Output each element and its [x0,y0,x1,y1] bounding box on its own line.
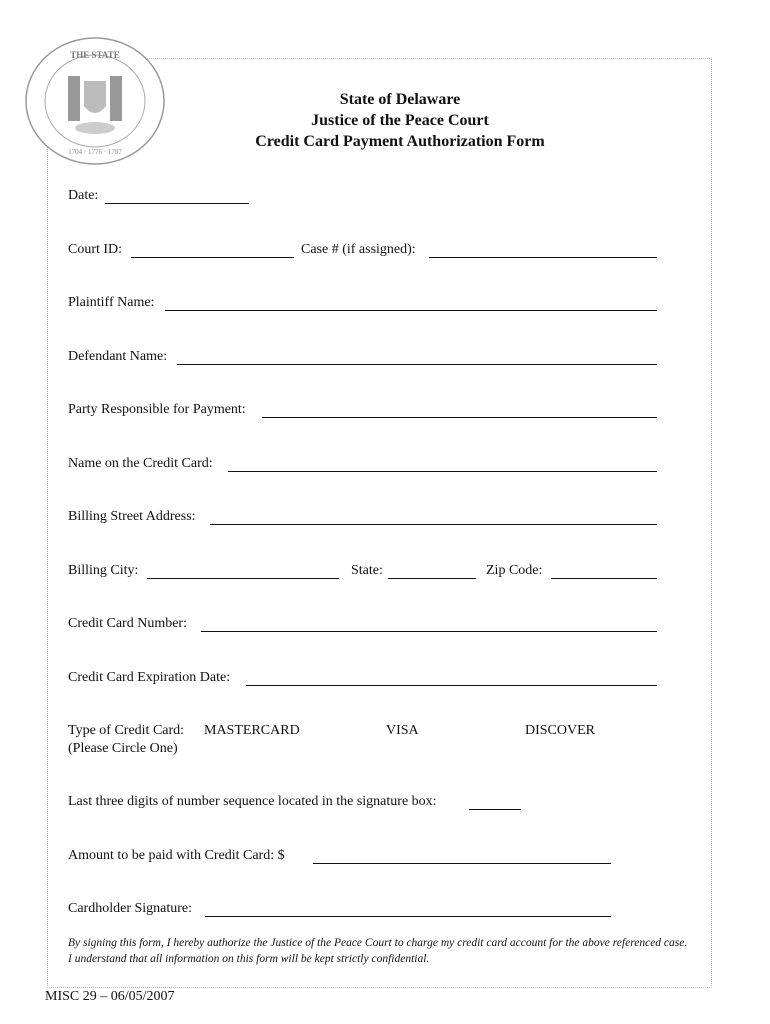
street-label: Billing Street Address: [68,509,196,524]
svg-text:THE STATE: THE STATE [70,50,120,60]
title-court: Justice of the Peace Court [311,112,489,129]
case-label: Case # (if assigned): [301,242,416,257]
street-field[interactable] [210,524,657,525]
party-field[interactable] [262,417,657,418]
amount-label: Amount to be paid with Credit Card: $ [68,848,285,863]
court-id-field[interactable] [131,257,294,258]
city-label: Billing City: [68,563,139,578]
svg-text:1704 · 1776 · 1787: 1704 · 1776 · 1787 [68,148,122,156]
card-type-label: Type of Credit Card: [68,723,185,738]
name-on-card-field[interactable] [228,471,657,472]
court-id-label: Court ID: [68,242,123,257]
title-form: Credit Card Payment Authorization Form [255,133,545,150]
signature-label: Cardholder Signature: [68,901,193,916]
zip-label: Zip Code: [486,563,543,578]
card-type-note: (Please Circle One) [68,741,178,756]
option-mastercard[interactable]: MASTERCARD [204,723,300,738]
party-label: Party Responsible for Payment: [68,402,246,417]
disclaimer-text: By signing this form, I hereby authorize the Justice of the Peace Court to charge my credit card account for the above referenced case. I understand that all information on this form will be kept strictly confidential. [68,937,688,965]
defendant-label: Defendant Name: [68,349,168,364]
expiration-field[interactable] [246,685,657,686]
last-three-label: Last three digits of number sequence located in the signature box: [68,794,437,809]
amount-field[interactable] [313,863,611,864]
delaware-seal-logo [24,36,166,166]
last-three-field[interactable] [469,809,521,810]
plaintiff-field[interactable] [165,310,657,311]
card-number-label: Credit Card Number: [68,616,187,631]
case-field[interactable] [429,257,657,258]
form-title [200,89,600,152]
expiration-label: Credit Card Expiration Date: [68,670,231,685]
option-visa[interactable]: VISA [386,723,419,738]
title-state: State of Delaware [339,91,461,108]
city-field[interactable] [147,578,339,579]
name-on-card-label: Name on the Credit Card: [68,456,213,471]
plaintiff-label: Plaintiff Name: [68,295,155,310]
defendant-field[interactable] [177,364,657,365]
state-field[interactable] [388,578,476,579]
date-field[interactable] [105,203,249,204]
signature-field[interactable] [205,916,611,917]
zip-field[interactable] [551,578,657,579]
date-label: Date: [68,188,99,203]
card-number-field[interactable] [201,631,657,632]
state-label: State: [351,563,383,578]
form-number: MISC 29 – 06/05/2007 [45,989,175,1004]
option-discover[interactable]: DISCOVER [525,723,596,738]
